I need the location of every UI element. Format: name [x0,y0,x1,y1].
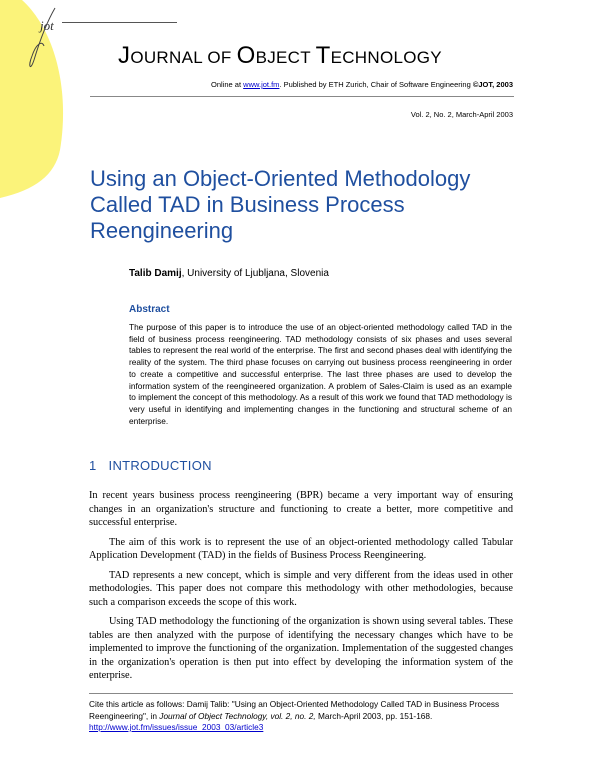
section-heading: 1 INTRODUCTION [89,458,212,473]
paragraph: The aim of this work is to represent the use of an object-oriented methodology called Tabular Application Development (TAD) in the fields of Business Process Reengineering. [89,536,513,561]
paper-title: Using an Object-Oriented Methodology Called TAD in Business Process Reengineering [90,166,471,243]
footnote-rule [89,693,513,694]
jot-logo [0,0,70,200]
abstract-text: The purpose of this paper is to introduce the use of an object-oriented methodology called TAD in the field of business process reengineering. TAD methodology consists of six phases and uses several tables to represent the real world of the enterprise. The first and second phases deal with identifying the reality of the system. The third phase focuses on carrying out business process reengineering in order to create a competitive and successful enterprise. The last three phases are used to develop the information system of the reengineered organization. A problem of Sales-Claim is used as an example to implement the concept of this methodology. As a result of this work we found that TAD methodology is very useful in identifying and implementing changes in the functioning and structural scheme of an enterprise. [129,322,512,426]
author-name: Talib Damij [129,268,182,279]
body-text [89,489,513,689]
journal-title: JOURNAL OF OBJECT TECHNOLOGY [118,42,442,69]
logo-text: jot [40,18,54,33]
publication-info: Online at www.jot.fm. Published by ETH Zurich, Chair of Software Engineering ©JOT, 2003 [211,80,513,89]
author-line [129,268,329,279]
volume-info: Vol. 2, No. 2, March-April 2003 [410,110,513,119]
paragraph: Using TAD methodology the functioning of the organization is shown using several tables. These tables are then analyzed with the purpose of identifying the necessary changes which have to be implemented to improve the functioning of the organization. Implementation of the suggested changes in the organization's operation is then put into effect by developing the information system of the enterprise. [89,616,513,681]
paragraph: TAD represents a new concept, which is simple and very different from the ideas used in other methodologies. This paper does not compare this methodology with other methodologies, because such a comparison exceeds the scope of this work. [89,569,513,608]
citation: Cite this article as follows: Damij Talib: "Using an Object-Oriented Methodology Called TAD in Business Process Reengineering", in Journal of Object Technology, vol. 2, no. 2, March-April 2003, pp. 151-168. http://www.jot.fm/issues/issue_2003_03/article3 [89,699,500,732]
abstract-heading: Abstract [129,304,170,315]
paragraph: In recent years business process reengineering (BPR) became a very important way of ensuring changes in an organization's structure and functioning to create a better, more competitive and successful enterprise. [89,490,513,528]
article-link[interactable]: http://www.jot.fm/issues/issue_2003_03/article3 [89,722,264,732]
author-affiliation: , University of Ljubljana, Slovenia [181,268,329,279]
jot-link[interactable]: www.jot.fm [243,80,280,89]
header-line [62,22,177,23]
header-rule [90,96,514,97]
